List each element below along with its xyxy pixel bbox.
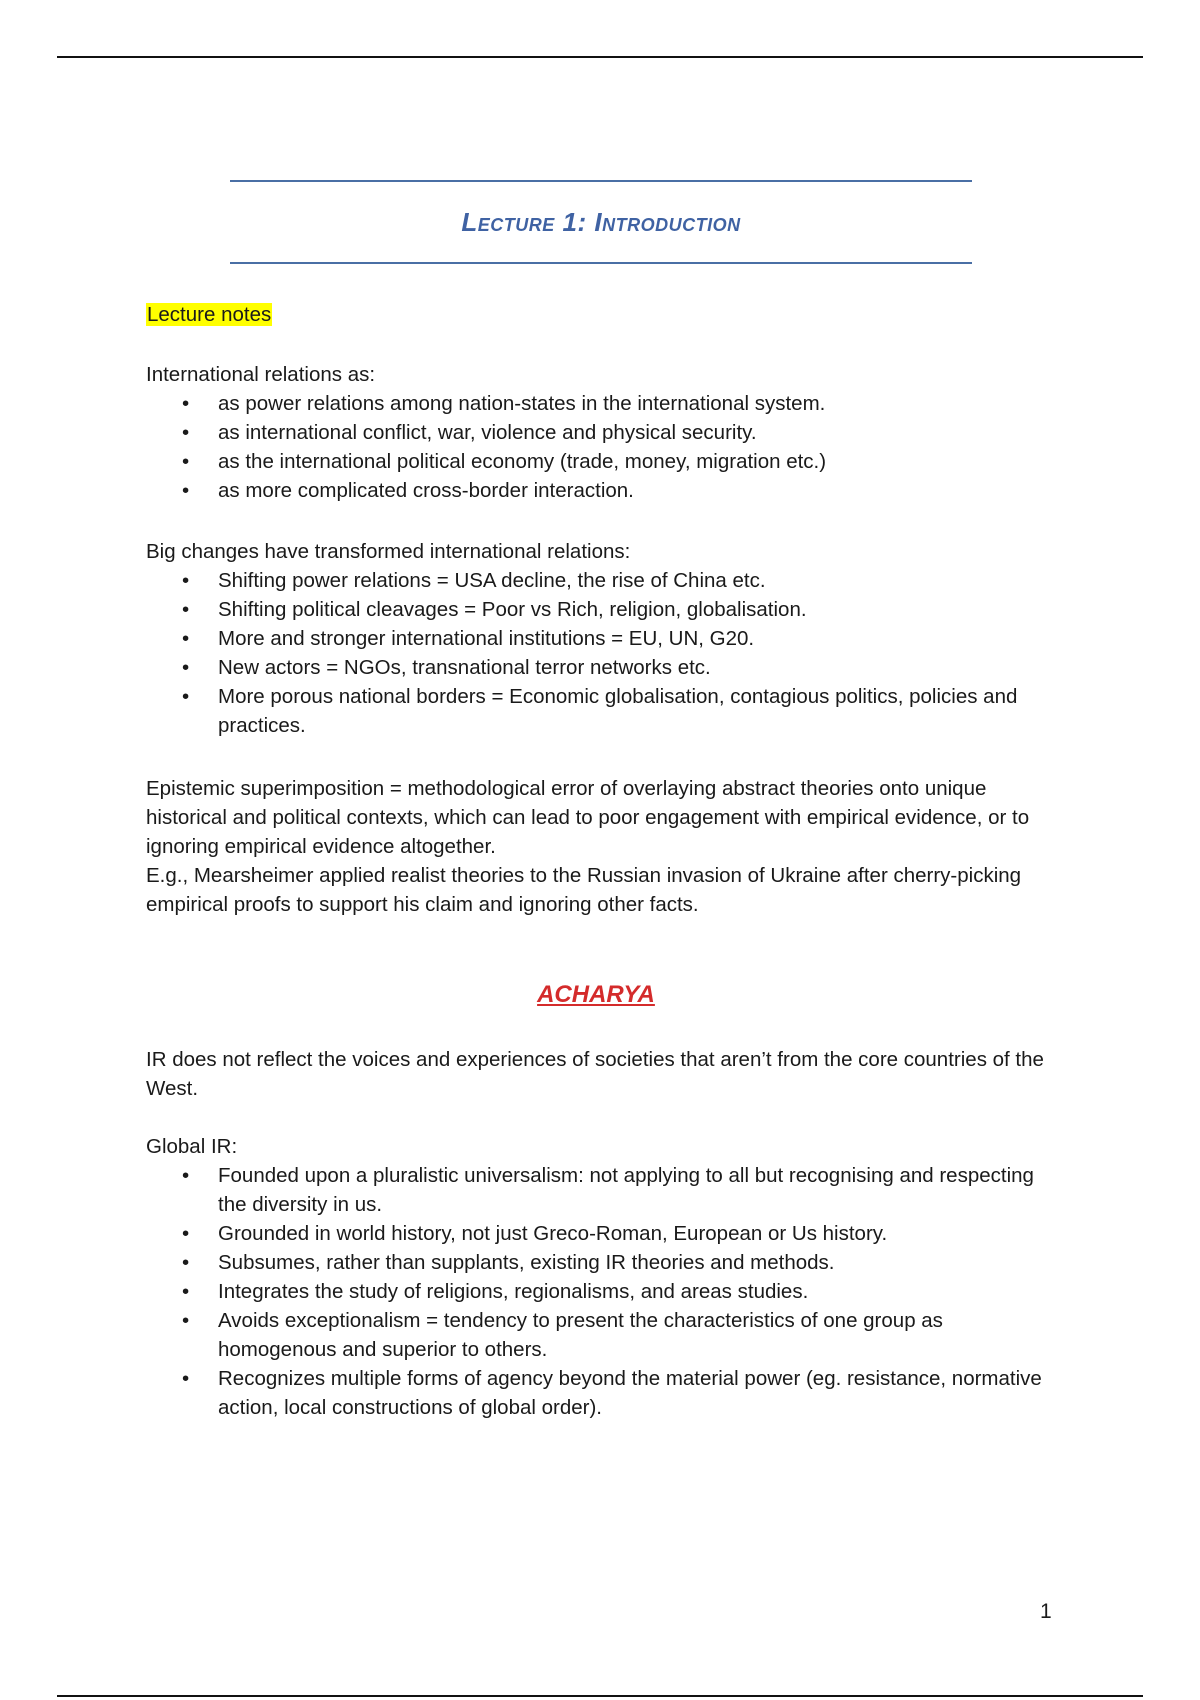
global-ir-label: Global IR: [146,1135,238,1158]
page-title: Lecture 1: Introduction [461,206,741,237]
list-item-text: Founded upon a pluralistic universalism: not applying to all but recognising and respecting the diversity in us. [218,1164,1034,1216]
epistemic-example: E.g., Mearsheimer applied realist theories to the Russian invasion of Ukraine after cherry-picking empirical proofs to support his claim and ignoring other facts. [146,864,1022,916]
list-item [146,566,1046,595]
list-item-text: as international conflict, war, violence and physical security. [218,421,757,444]
acharya-section [146,1045,1046,1422]
list-item [146,1248,1046,1277]
list-item-text: More and stronger international institutions = EU, UN, G20. [218,627,755,650]
bullet-icon: • [182,1309,190,1332]
list-item-text: Integrates the study of religions, regionalisms, and areas studies. [218,1280,809,1303]
title-block [230,180,972,264]
list-item-text: Avoids exceptionalism = tendency to present the characteristics of one group as homogenous and superior to others. [218,1309,943,1361]
page-bottom-rule [57,1695,1143,1697]
bullet-icon: • [182,392,190,415]
lecture-notes-label-block [146,300,1046,329]
bullet-icon: • [182,1222,190,1245]
bullet-icon: • [182,656,190,679]
ir-as-intro: International relations as: [146,363,376,386]
list-item-text: Recognizes multiple forms of agency beyond the material power (eg. resistance, normative action, local constructions of global order). [218,1367,1042,1419]
bullet-icon: • [182,569,190,592]
list-item [146,1364,1046,1422]
list-item [146,624,1046,653]
list-item [146,418,1046,447]
list-item [146,447,1046,476]
list-item-text: as power relations among nation-states in the international system. [218,392,826,415]
acharya-heading: ACHARYA [537,981,655,1008]
list-item [146,1306,1046,1364]
list-item-text: More porous national borders = Economic globalisation, contagious politics, policies and practices. [218,685,1018,737]
bullet-icon: • [182,479,190,502]
big-changes-section [146,537,1046,740]
list-item [146,653,1046,682]
list-item [146,1219,1046,1248]
bullet-icon: • [182,685,190,708]
big-changes-intro: Big changes have transformed international relations: [146,540,631,563]
lecture-notes-label: Lecture notes [147,303,272,326]
list-item [146,389,1046,418]
big-changes-list [146,566,1046,740]
epistemic-definition: Epistemic superimposition = methodological error of overlaying abstract theories onto unique historical and political contexts, which can lead to poor engagement with empirical evidence, or to ignoring empirical evidence altogether. [146,777,1030,858]
bullet-icon: • [182,1164,190,1187]
bullet-icon: • [182,450,190,473]
ir-as-section [146,360,1046,505]
bullet-icon: • [182,598,190,621]
list-item [146,595,1046,624]
ir-as-list [146,389,1046,505]
page-top-rule [57,56,1143,58]
list-item-text: Shifting political cleavages = Poor vs Rich, religion, globalisation. [218,598,807,621]
bullet-icon: • [182,627,190,650]
acharya-intro: IR does not reflect the voices and experiences of societies that aren’t from the core countries of the West. [146,1048,1044,1100]
list-item [146,1161,1046,1219]
bullet-icon: • [182,1280,190,1303]
list-item-text: Shifting power relations = USA decline, the rise of China etc. [218,569,766,592]
page-number: 1 [1040,1600,1052,1623]
bullet-icon: • [182,421,190,444]
list-item [146,682,1046,740]
list-item-text: Grounded in world history, not just Greco-Roman, European or Us history. [218,1222,888,1245]
bullet-icon: • [182,1251,190,1274]
list-item-text: New actors = NGOs, transnational terror networks etc. [218,656,711,679]
list-item-text: Subsumes, rather than supplants, existing IR theories and methods. [218,1251,835,1274]
list-item [146,1277,1046,1306]
list-item-text: as the international political economy (trade, money, migration etc.) [218,450,827,473]
list-item [146,476,1046,505]
bullet-icon: • [182,1367,190,1390]
epistemic-section [146,774,1046,919]
list-item-text: as more complicated cross-border interaction. [218,479,634,502]
global-ir-list [146,1161,1046,1422]
